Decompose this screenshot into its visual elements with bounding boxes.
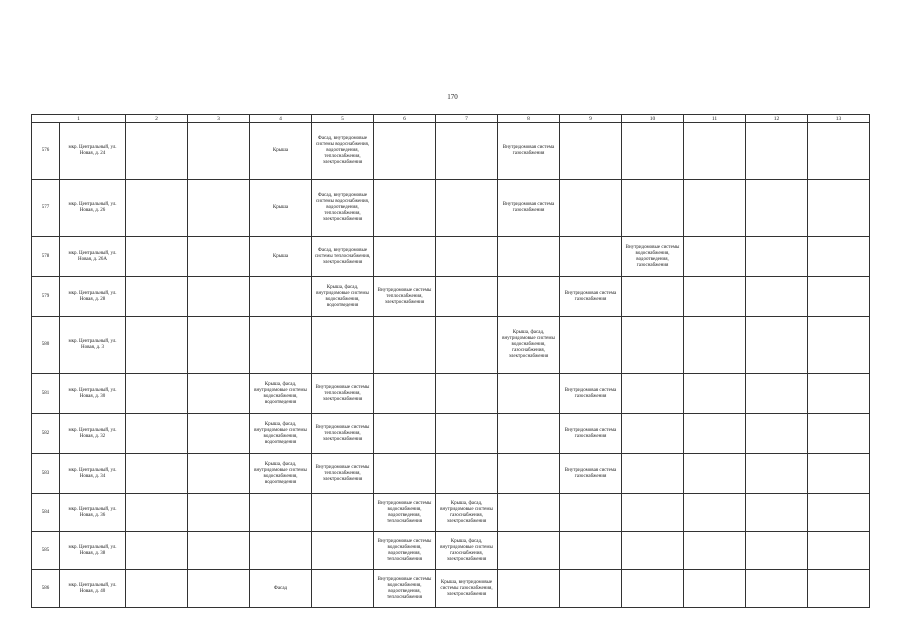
cell-col-4: Крыша (250, 180, 312, 237)
cell-col-6 (374, 414, 436, 454)
cell-col-3 (188, 532, 250, 570)
cell-col-2 (126, 494, 188, 532)
cell-col-8: Крыша, фасад, внутридомовые системы водоснабжения, газоснабжения, электроснабжения (498, 317, 560, 374)
header-col-6: 6 (374, 115, 436, 123)
cell-col-7 (436, 374, 498, 414)
cell-col-11 (684, 454, 746, 494)
address-cell: мкр. Центральный, ул. Новая, д. 36 (60, 494, 126, 532)
cell-col-2 (126, 414, 188, 454)
header-col-3: 3 (188, 115, 250, 123)
cell-col-4 (250, 277, 312, 317)
table-row (32, 123, 870, 180)
cell-col-10 (622, 374, 684, 414)
cell-col-5 (312, 532, 374, 570)
cell-col-8: Внутридомовая система газоснабжения (498, 123, 560, 180)
cell-col-8 (498, 454, 560, 494)
cell-col-13 (808, 123, 870, 180)
cell-col-10: Внутридомовые системы водоснабжения, водоотведения, газоснабжения (622, 237, 684, 277)
address-cell: мкр. Центральный, ул. Новая, д. 26 (60, 180, 126, 237)
cell-col-7 (436, 237, 498, 277)
cell-col-10 (622, 494, 684, 532)
cell-col-2 (126, 180, 188, 237)
header-col-1: 1 (32, 115, 126, 123)
cell-col-5: Внутридомовые системы теплоснабжения, электроснабжения (312, 374, 374, 414)
cell-col-12 (746, 570, 808, 608)
cell-col-6 (374, 180, 436, 237)
cell-col-12 (746, 237, 808, 277)
table-row (32, 494, 870, 532)
cell-col-13 (808, 237, 870, 277)
cell-col-8 (498, 277, 560, 317)
address-cell: мкр. Центральный, ул. Новая, д. 40 (60, 570, 126, 608)
cell-col-6: Внутридомовые системы водоснабжения, водоотведения, теплоснабжения (374, 494, 436, 532)
cell-col-4: Крыша, фасад, внутридомовые системы водоснабжения, водоотведения (250, 414, 312, 454)
cell-col-11 (684, 237, 746, 277)
cell-col-3 (188, 570, 250, 608)
cell-col-2 (126, 317, 188, 374)
cell-col-11 (684, 374, 746, 414)
cell-col-2 (126, 532, 188, 570)
cell-col-13 (808, 494, 870, 532)
address-cell: мкр. Центральный, ул. Новая, д. 34 (60, 454, 126, 494)
page-number: 170 (447, 93, 458, 101)
cell-col-10 (622, 570, 684, 608)
cell-col-12 (746, 277, 808, 317)
row-number-cell: 576 (32, 123, 60, 180)
cell-col-9 (560, 317, 622, 374)
cell-col-9 (560, 494, 622, 532)
cell-col-6 (374, 374, 436, 414)
cell-col-11 (684, 317, 746, 374)
cell-col-5: Фасад, внутридомовые системы водоснабжения, водоотведения, теплоснабжения, электроснабжения (312, 180, 374, 237)
cell-col-2 (126, 570, 188, 608)
cell-col-3 (188, 317, 250, 374)
cell-col-6: Внутридомовые системы водоснабжения, водоотведения, теплоснабжения (374, 532, 436, 570)
address-cell: мкр. Центральный, ул. Новая, д. 24 (60, 123, 126, 180)
header-col-8: 8 (498, 115, 560, 123)
cell-col-5: Крыша, фасад, внутридомовые системы водоснабжения, водоотведения (312, 277, 374, 317)
cell-col-7 (436, 414, 498, 454)
header-col-13: 13 (808, 115, 870, 123)
row-number-cell: 579 (32, 277, 60, 317)
table-row (32, 180, 870, 237)
cell-col-3 (188, 180, 250, 237)
cell-col-7 (436, 123, 498, 180)
cell-col-5 (312, 494, 374, 532)
cell-col-9 (560, 570, 622, 608)
cell-col-10 (622, 123, 684, 180)
cell-col-12 (746, 317, 808, 374)
header-col-2: 2 (126, 115, 188, 123)
cell-col-13 (808, 570, 870, 608)
row-number-cell: 582 (32, 414, 60, 454)
cell-col-3 (188, 374, 250, 414)
cell-col-6 (374, 454, 436, 494)
table-row (32, 237, 870, 277)
cell-col-4: Крыша (250, 123, 312, 180)
cell-col-12 (746, 414, 808, 454)
header-col-9: 9 (560, 115, 622, 123)
cell-col-12 (746, 532, 808, 570)
cell-col-9: Внутридомовая система газоснабжения (560, 414, 622, 454)
cell-col-9: Внутридомовая система газоснабжения (560, 374, 622, 414)
table-row (32, 317, 870, 374)
cell-col-9 (560, 532, 622, 570)
cell-col-9: Внутридомовая система газоснабжения (560, 454, 622, 494)
cell-col-11 (684, 123, 746, 180)
cell-col-12 (746, 180, 808, 237)
address-cell: мкр. Центральный, ул. Новая, д. 28 (60, 277, 126, 317)
table-row (32, 454, 870, 494)
row-number-cell: 580 (32, 317, 60, 374)
address-cell: мкр. Центральный, ул. Новая, д. 30 (60, 374, 126, 414)
cell-col-3 (188, 414, 250, 454)
cell-col-10 (622, 317, 684, 374)
cell-col-3 (188, 454, 250, 494)
cell-col-4 (250, 494, 312, 532)
cell-col-2 (126, 374, 188, 414)
cell-col-4: Крыша, фасад, внутридомовые системы водоснабжения, водоотведения (250, 374, 312, 414)
cell-col-5: Фасад, внутридомовые системы теплоснабжения, электроснабжения (312, 237, 374, 277)
address-cell: мкр. Центральный, ул. Новая, д. 3 (60, 317, 126, 374)
table-row (32, 570, 870, 608)
cell-col-8: Внутридомовая система газоснабжения (498, 180, 560, 237)
cell-col-3 (188, 123, 250, 180)
cell-col-10 (622, 414, 684, 454)
row-number-cell: 581 (32, 374, 60, 414)
row-number-cell: 583 (32, 454, 60, 494)
repair-schedule-table (31, 114, 870, 608)
cell-col-7: Крыша, внутридомовые системы газоснабжения, электроснабжения (436, 570, 498, 608)
cell-col-5 (312, 317, 374, 374)
cell-col-8 (498, 414, 560, 454)
cell-col-4 (250, 317, 312, 374)
cell-col-10 (622, 180, 684, 237)
cell-col-11 (684, 277, 746, 317)
cell-col-4: Крыша (250, 237, 312, 277)
cell-col-11 (684, 532, 746, 570)
row-number-cell: 578 (32, 237, 60, 277)
cell-col-9: Внутридомовая система газоснабжения (560, 277, 622, 317)
cell-col-2 (126, 237, 188, 277)
cell-col-7 (436, 454, 498, 494)
cell-col-7 (436, 180, 498, 237)
cell-col-9 (560, 123, 622, 180)
cell-col-6 (374, 237, 436, 277)
cell-col-13 (808, 532, 870, 570)
cell-col-8 (498, 570, 560, 608)
header-col-12: 12 (746, 115, 808, 123)
cell-col-7 (436, 317, 498, 374)
cell-col-11 (684, 570, 746, 608)
cell-col-6: Внутридомовые системы водоснабжения, водоотведения, теплоснабжения (374, 570, 436, 608)
cell-col-12 (746, 494, 808, 532)
cell-col-10 (622, 532, 684, 570)
header-col-5: 5 (312, 115, 374, 123)
table-row (32, 414, 870, 454)
header-col-4: 4 (250, 115, 312, 123)
row-number-cell: 577 (32, 180, 60, 237)
cell-col-13 (808, 277, 870, 317)
cell-col-6 (374, 317, 436, 374)
cell-col-7: Крыша, фасад, внутридомовые системы газоснабжения, электроснабжения (436, 532, 498, 570)
cell-col-13 (808, 374, 870, 414)
cell-col-9 (560, 237, 622, 277)
row-number-cell: 586 (32, 570, 60, 608)
cell-col-8 (498, 374, 560, 414)
cell-col-3 (188, 277, 250, 317)
cell-col-4: Крыша, фасад, внутридомовые системы водоснабжения, водоотведения (250, 454, 312, 494)
cell-col-11 (684, 414, 746, 454)
cell-col-6 (374, 123, 436, 180)
cell-col-12 (746, 374, 808, 414)
cell-col-3 (188, 237, 250, 277)
header-col-7: 7 (436, 115, 498, 123)
cell-col-2 (126, 454, 188, 494)
cell-col-13 (808, 317, 870, 374)
cell-col-13 (808, 454, 870, 494)
table-row (32, 374, 870, 414)
cell-col-5: Внутридомовые системы теплоснабжения, электроснабжения (312, 414, 374, 454)
header-col-10: 10 (622, 115, 684, 123)
cell-col-12 (746, 454, 808, 494)
table-row (32, 277, 870, 317)
cell-col-3 (188, 494, 250, 532)
cell-col-7 (436, 277, 498, 317)
cell-col-5: Фасад, внутридомовые системы водоснабжения, водоотведения, теплоснабжения, электроснабжения (312, 123, 374, 180)
header-col-11: 11 (684, 115, 746, 123)
cell-col-6: Внутридомовые системы теплоснабжения, электроснабжения (374, 277, 436, 317)
cell-col-11 (684, 494, 746, 532)
address-cell: мкр. Центральный, ул. Новая, д. 38 (60, 532, 126, 570)
cell-col-8 (498, 237, 560, 277)
cell-col-13 (808, 414, 870, 454)
cell-col-11 (684, 180, 746, 237)
address-cell: мкр. Центральный, ул. Новая, д. 32 (60, 414, 126, 454)
cell-col-8 (498, 494, 560, 532)
cell-col-2 (126, 123, 188, 180)
row-number-cell: 585 (32, 532, 60, 570)
cell-col-9 (560, 180, 622, 237)
cell-col-5: Внутридомовые системы теплоснабжения, электроснабжения (312, 454, 374, 494)
cell-col-8 (498, 532, 560, 570)
cell-col-4 (250, 532, 312, 570)
table-row (32, 532, 870, 570)
cell-col-10 (622, 454, 684, 494)
cell-col-5 (312, 570, 374, 608)
cell-col-2 (126, 277, 188, 317)
cell-col-13 (808, 180, 870, 237)
cell-col-12 (746, 123, 808, 180)
cell-col-7: Крыша, фасад, внутридомовые системы газоснабжения, электроснабжения (436, 494, 498, 532)
cell-col-4: Фасад (250, 570, 312, 608)
cell-col-10 (622, 277, 684, 317)
row-number-cell: 584 (32, 494, 60, 532)
address-cell: мкр. Центральный, ул. Новая, д. 26А (60, 237, 126, 277)
